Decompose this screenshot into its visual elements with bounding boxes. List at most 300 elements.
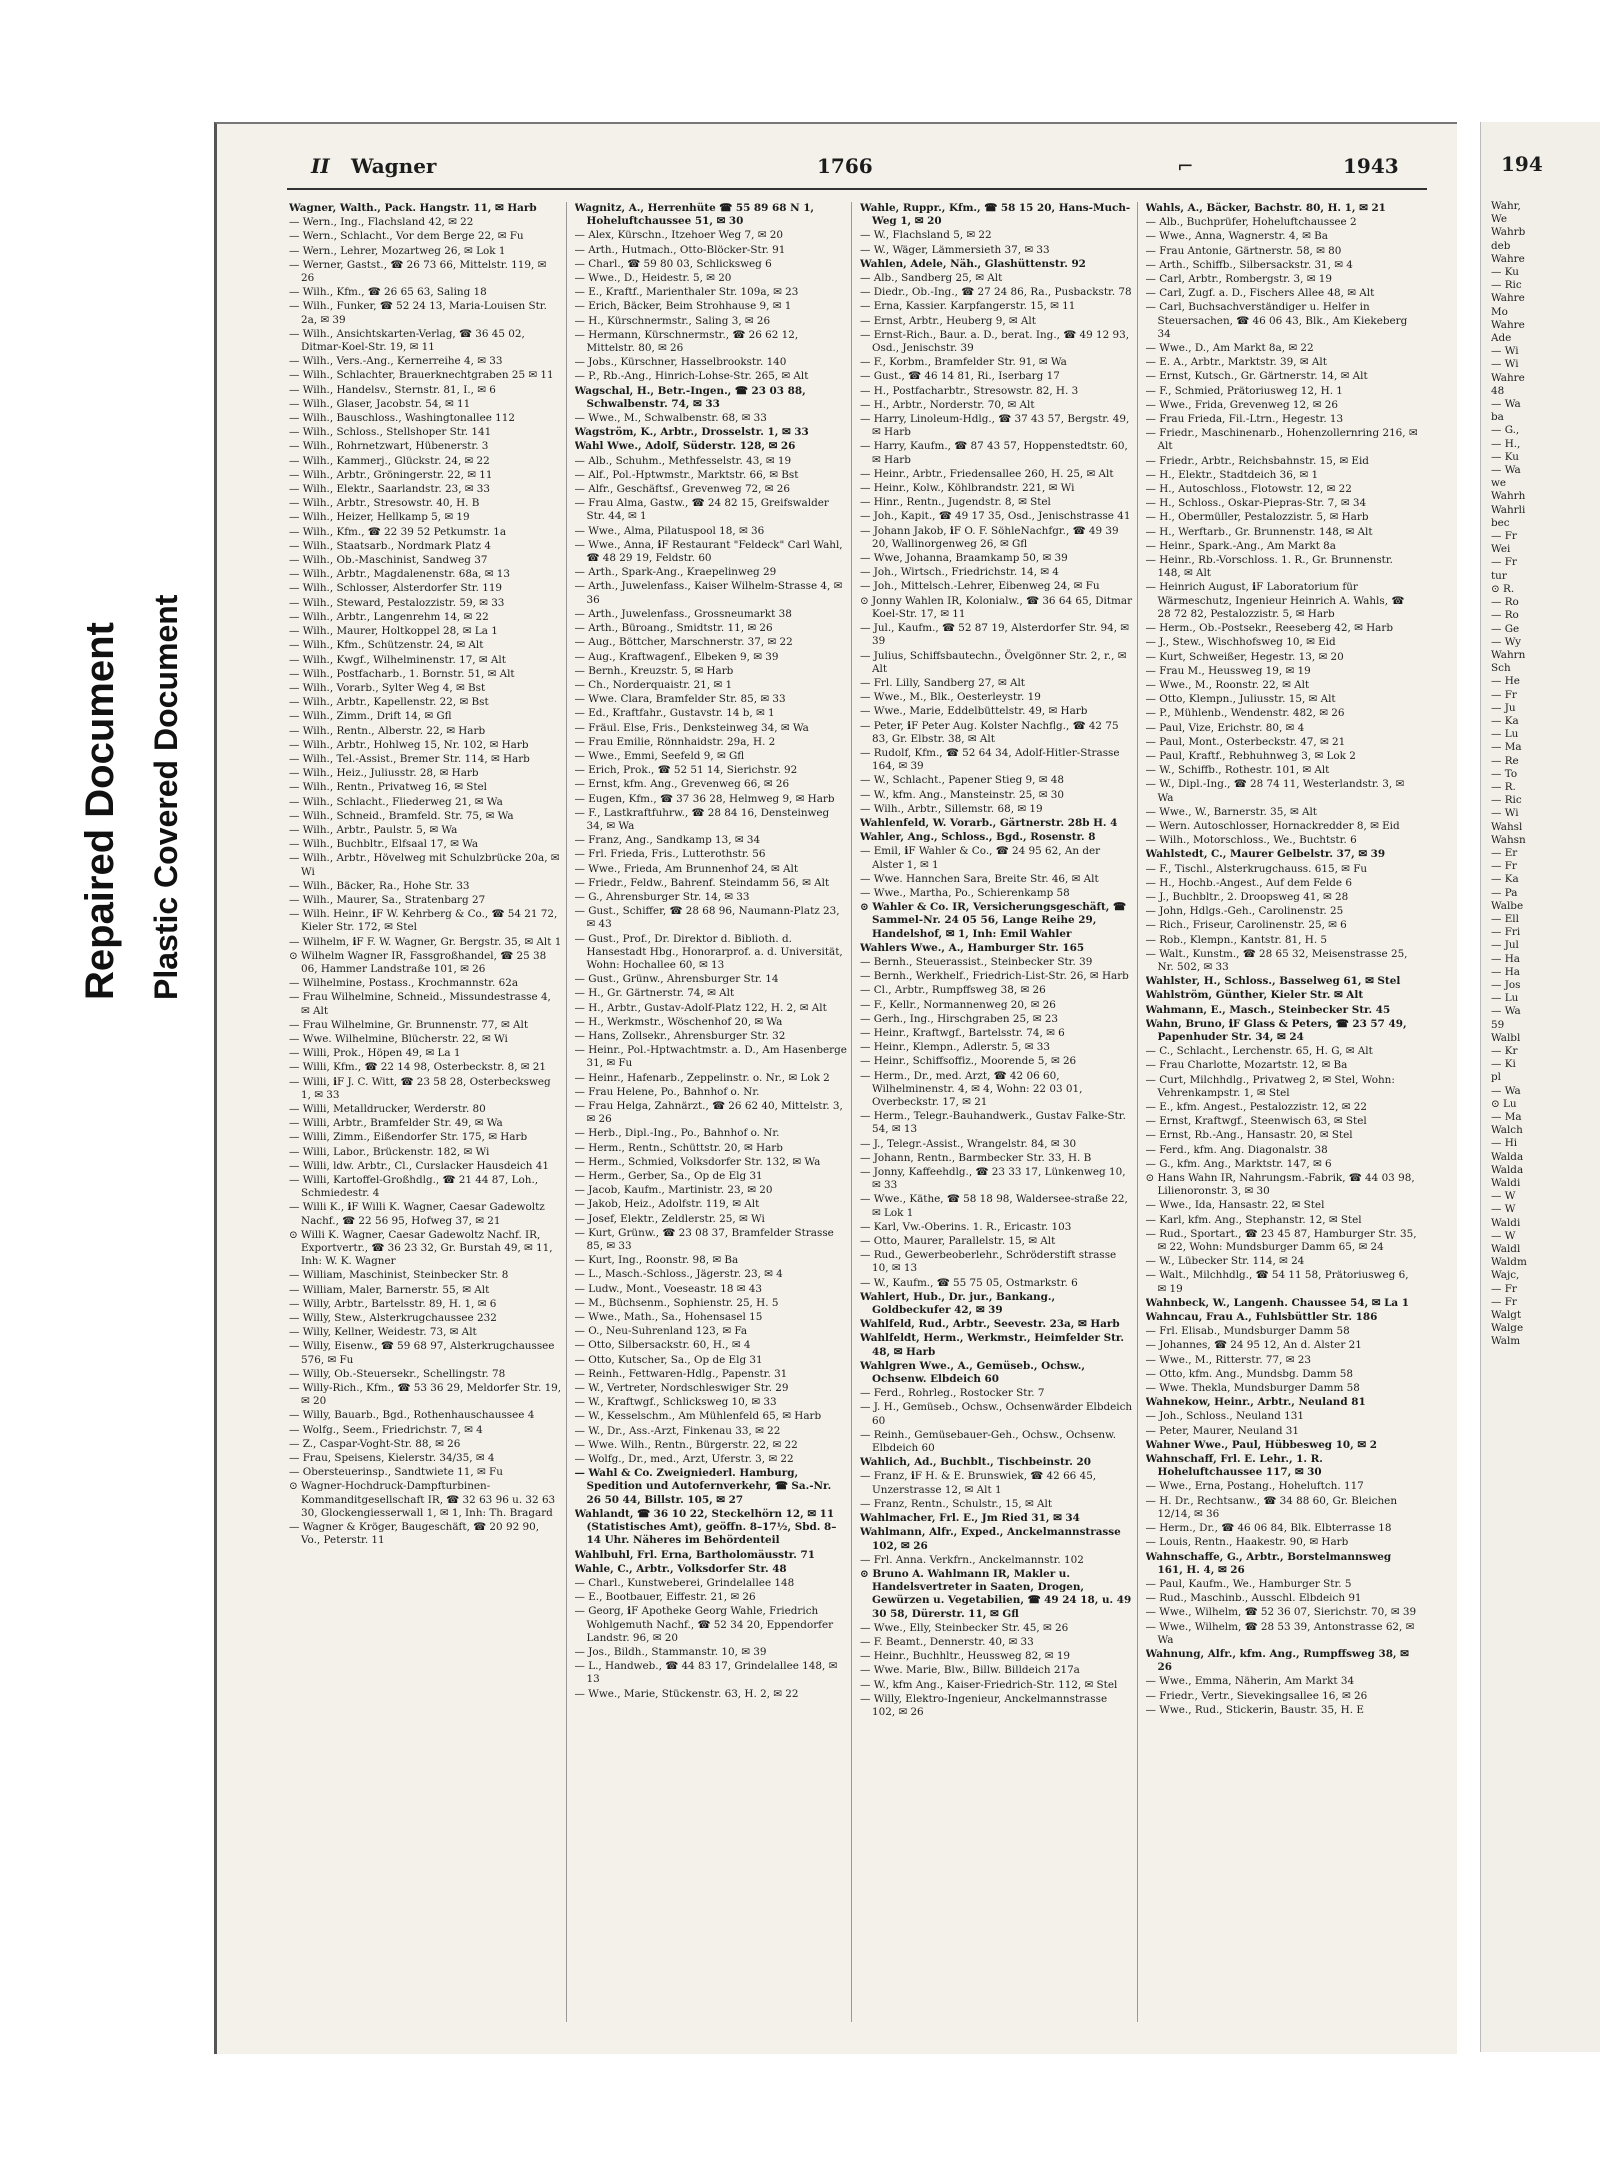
directory-entry: Wahlmann, Alfr., Exped., Anckelmannstrasse 102, ✉ 26 bbox=[860, 1526, 1121, 1552]
directory-entry: — Carl, Zugf. a. D., Fischers Allee 48, ✉ Alt bbox=[1145, 287, 1375, 300]
header-rule bbox=[287, 188, 1427, 190]
directory-entry: — Charl., Kunstweberei, Grindelallee 148 bbox=[574, 1576, 795, 1589]
directory-entry: — Wilh. Heinr., ℹF W. Kehrberg & Co., ☎ 54 21 72, Kieler Str. 172, ✉ Stel bbox=[289, 908, 558, 934]
adjacent-fragment: — Fr bbox=[1491, 1282, 1517, 1295]
directory-entry: — Wwe, Johanna, Braamkamp 50, ✉ 39 bbox=[860, 552, 1068, 565]
adjacent-fragment: — Jos bbox=[1491, 978, 1521, 991]
adjacent-fragment: Wahrb bbox=[1491, 226, 1526, 239]
directory-entry: — C., Schlacht., Lerchenstr. 65, H. G, ✉ Alt bbox=[1145, 1045, 1373, 1058]
adjacent-fragment: — Ma bbox=[1491, 741, 1522, 754]
directory-entry: — Bernh., Kreuzstr. 5, ✉ Harb bbox=[574, 664, 734, 677]
adjacent-fragment: — Wi bbox=[1491, 358, 1519, 371]
directory-entry: — Wilh., Maurer, Holtkoppel 28, ✉ La 1 bbox=[289, 625, 498, 638]
directory-entry: — J., Stew., Wischhofsweg 10, ✉ Eid bbox=[1145, 636, 1336, 649]
adjacent-fragment: bec bbox=[1491, 516, 1510, 529]
directory-entry: — Willi K., ℹF Willi K. Wagner, Caesar Gadewoltz Nachf., ☎ 22 56 95, Hofweg 37, ✉ 21 bbox=[289, 1201, 545, 1227]
adjacent-fragment: Walbe bbox=[1491, 899, 1524, 912]
adjacent-fragment: — Lu bbox=[1491, 728, 1519, 741]
directory-entry: — Reinh., Gemüsebauer-Geh., Ochsw., Ochsenw. Elbdeich 60 bbox=[860, 1428, 1117, 1455]
plastic-covered-label: Plastic Covered Document bbox=[148, 594, 184, 1000]
adjacent-fragment: — Hi bbox=[1491, 1137, 1518, 1150]
directory-entry: — Friedr., Feldw., Bahrenf. Steindamm 56, ✉ Alt bbox=[574, 876, 830, 889]
directory-entry: — Frl. Anna. Verkfrn., Anckelmannstr. 102 bbox=[860, 1553, 1084, 1566]
directory-entry: — Wern., Schlacht., Vor dem Berge 22, ✉ Fu bbox=[289, 230, 524, 243]
adjacent-fragment: — W bbox=[1491, 1190, 1516, 1203]
directory-entry: — Gust., Schiffer, ☎ 28 68 96, Naumann-Platz 23, ✉ 43 bbox=[574, 905, 840, 931]
adjacent-fragment: ⊙ Lu bbox=[1491, 1097, 1517, 1110]
directory-entry: — Heinr., Hafenarb., Zeppelinstr. o. Nr., ✉ Lok 2 bbox=[574, 1071, 830, 1084]
directory-entry: — Rud., Sportart., ☎ 23 45 87, Hamburger Str. 35, ✉ 22, Wohn: Mundsburger Damm 65, ✉ 24 bbox=[1145, 1227, 1417, 1254]
adjacent-fragment: — Ku bbox=[1491, 266, 1519, 279]
directory-entry: — Arth., Spark-Ang., Kraepelinweg 29 bbox=[574, 566, 777, 579]
adjacent-fragment: — H., bbox=[1491, 437, 1521, 450]
adjacent-fragment: Walgt bbox=[1491, 1309, 1522, 1322]
directory-entry: — Wilh., Heiz., Juliusstr. 28, ✉ Harb bbox=[289, 767, 479, 780]
directory-entry: — Wwe., Anna, Wagnerstr. 4, ✉ Ba bbox=[1145, 230, 1328, 243]
directory-entry: — Wwe. Hannchen Sara, Breite Str. 46, ✉ Alt bbox=[860, 872, 1099, 885]
adjacent-fragment: Wahsn bbox=[1491, 833, 1526, 846]
directory-entry: — Wilh., Vorarb., Sylter Weg 4, ✉ Bst bbox=[289, 681, 486, 694]
directory-entry: — Carl, Arbtr., Rombergstr. 3, ✉ 19 bbox=[1145, 273, 1333, 286]
page-header bbox=[217, 154, 1457, 190]
directory-entry: — W., Dr., Ass.-Arzt, Finkenau 33, ✉ 22 bbox=[574, 1424, 781, 1437]
adjacent-fragment: Sch bbox=[1491, 662, 1511, 675]
directory-entry: — Jonny, Kaffeehdlg., ☎ 23 33 17, Lünkenweg 10, ✉ 33 bbox=[860, 1166, 1126, 1192]
directory-entry: Wahlfeld, Rud., Arbtr., Seevestr. 23a, ✉ Harb bbox=[860, 1318, 1120, 1331]
adjacent-fragment: Walda bbox=[1491, 1150, 1524, 1163]
directory-entry: — Jos., Bildh., Stammanstr. 10, ✉ 39 bbox=[574, 1645, 767, 1658]
directory-entry: — Wwe., D., Am Markt 8a, ✉ 22 bbox=[1145, 342, 1314, 355]
directory-entry: — Herm., Rentn., Schüttstr. 20, ✉ Harb bbox=[574, 1141, 783, 1154]
directory-entry: Wagner, Walth., Pack. Hangstr. 11, ✉ Harb bbox=[289, 202, 537, 214]
directory-entry: — Johannes, ☎ 24 95 12, An d. Alster 21 bbox=[1145, 1339, 1362, 1352]
directory-entry: — Alf., Pol.-Hptwmstr., Marktstr. 66, ✉ Bst bbox=[574, 468, 799, 481]
adjacent-fragment: — Ma bbox=[1491, 1111, 1522, 1124]
column-4 bbox=[1146, 202, 1424, 2022]
directory-entry: — F., Schmied, Prätoriusweg 12, H. 1 bbox=[1145, 384, 1343, 397]
directory-entry: — H. Dr., Rechtsanw., ☎ 34 88 60, Gr. Bleichen 12/14, ✉ 36 bbox=[1145, 1494, 1398, 1520]
directory-entry: — Frau Wilhelmine, Schneid., Missundestrasse 4, ✉ Alt bbox=[289, 991, 551, 1017]
directory-entry: — Frau Emilie, Rönnhaidstr. 29a, H. 2 bbox=[574, 735, 776, 748]
directory-entry: — Willy, Arbtr., Bartelsstr. 89, H. 1, ✉ 6 bbox=[289, 1297, 497, 1310]
directory-entry: — Ferd., kfm. Ang. Diagonalstr. 38 bbox=[1145, 1143, 1328, 1156]
adjacent-fragment: — Ro bbox=[1491, 596, 1519, 609]
directory-entry: — Wilh., Schlosser, Alsterdorfer Str. 119 bbox=[289, 582, 503, 595]
directory-entry: Wahle, Ruppr., Kfm., ☎ 58 15 20, Hans-Much-Weg 1, ✉ 20 bbox=[860, 202, 1131, 228]
adjacent-fragment: Wahrh bbox=[1491, 490, 1526, 503]
directory-entry: — J., Telegr.-Assist., Wrangelstr. 84, ✉ 30 bbox=[860, 1137, 1077, 1150]
directory-entry: Wahnschaffe, G., Arbtr., Borstelmannsweg 161, H. 4, ✉ 26 bbox=[1145, 1550, 1392, 1576]
directory-entry: — Wilh., Kfm., ☎ 26 65 63, Saling 18 bbox=[289, 286, 487, 299]
directory-entry: — Franz, Rentn., Schulstr., 15, ✉ Alt bbox=[860, 1497, 1053, 1510]
adjacent-fragment: — To bbox=[1491, 767, 1518, 780]
directory-entry: — Ludw., Mont., Voeseastr. 18 ✉ 43 bbox=[574, 1282, 763, 1295]
directory-entry: — Wilh., Buchbltr., Elfsaal 17, ✉ Wa bbox=[289, 838, 479, 851]
directory-entry: — Rud., Gewerbeoberlehr., Schröderstift strasse 10, ✉ 13 bbox=[860, 1249, 1117, 1275]
directory-entry: — G., Ahrensburger Str. 14, ✉ 33 bbox=[574, 890, 750, 903]
adjacent-fragment: Walm bbox=[1491, 1335, 1521, 1348]
directory-entry: — Ernst-Rich., Baur. a. D., berat. Ing., ☎ 49 12 93, Osd., Jenischstr. 39 bbox=[860, 328, 1130, 355]
directory-entry: — John, Hdlgs.-Geh., Carolinenstr. 25 bbox=[1145, 905, 1344, 918]
directory-entry: — Wwe., W., Barnerstr. 35, ✉ Alt bbox=[1145, 805, 1317, 818]
directory-entry: — Otto, kfm. Ang., Mundsbg. Damm 58 bbox=[1145, 1367, 1353, 1380]
directory-entry: — Wilh., Tel.-Assist., Bremer Str. 114, ✉ Harb bbox=[289, 752, 530, 765]
directory-entry: — Harry, Kaufm., ☎ 87 43 57, Hoppenstedtstr. 60, ✉ Harb bbox=[860, 440, 1128, 466]
directory-entry: — Harry, Linoleum-Hdlg., ☎ 37 43 57, Bergstr. 49, ✉ Harb bbox=[860, 413, 1130, 439]
directory-entry: — Wwe. Marie, Blw., Billw. Billdeich 217a bbox=[860, 1664, 1080, 1677]
directory-entry: — Willy, Eisenw., ☎ 59 68 97, Alsterkrugchaussee 576, ✉ Fu bbox=[289, 1340, 555, 1366]
adjacent-fragment: — Ge bbox=[1491, 622, 1520, 635]
directory-entry: — Otto, Klempn., Juliusstr. 15, ✉ Alt bbox=[1145, 693, 1336, 706]
directory-entry: — W., Schiffb., Rothestr. 101, ✉ Alt bbox=[1145, 764, 1330, 777]
directory-entry: — Diedr., Ob.-Ing., ☎ 27 24 86, Ra., Pusbackstr. 78 bbox=[860, 286, 1132, 299]
directory-entry: — Wilh., Staatsarb., Nordmark Platz 4 bbox=[289, 539, 492, 552]
directory-entry: — Wwe., Elly, Steinbecker Str. 45, ✉ 26 bbox=[860, 1621, 1069, 1634]
directory-entry: — Frl. Lilly, Sandberg 27, ✉ Alt bbox=[860, 676, 1025, 689]
directory-entry: — Willy, Ob.-Steuersekr., Schellingstr. 78 bbox=[289, 1367, 506, 1380]
directory-entry: — Herm., Dr., ☎ 46 06 84, Blk. Elbterrasse 18 bbox=[1145, 1522, 1392, 1535]
directory-entry: — Herm., Gerber, Sa., Op de Elg 31 bbox=[574, 1170, 763, 1183]
directory-entry: — Frl. Elisab., Mundsburger Damm 58 bbox=[1145, 1325, 1350, 1338]
directory-entry: — W., Dipl.-Ing., ☎ 28 74 11, Westerlandstr. 3, ✉ Wa bbox=[1145, 778, 1405, 804]
directory-entry: — H., Werkmstr., Wöschenhof 20, ✉ Wa bbox=[574, 1015, 783, 1028]
directory-entry: Wahlmacher, Frl. E., Jm Ried 31, ✉ 34 bbox=[860, 1512, 1080, 1525]
directory-entry: — L., Handweb., ☎ 44 83 17, Grindelallee 148, ✉ 13 bbox=[574, 1660, 838, 1686]
directory-entry: — Wilhelm, ℹF F. W. Wagner, Gr. Bergstr. 35, ✉ Alt 1 bbox=[289, 935, 562, 948]
directory-entry: — Reinh., Fettwaren-Hdlg., Papenstr. 31 bbox=[574, 1367, 788, 1380]
directory-entry: Wahle, C., Arbtr., Volksdorfer Str. 48 bbox=[574, 1562, 787, 1575]
adjacent-fragment: — Kr bbox=[1491, 1045, 1518, 1057]
directory-page bbox=[214, 122, 1457, 2054]
adjacent-fragment: — Fri bbox=[1491, 926, 1521, 939]
directory-entry: — F., Korbm., Bramfelder Str. 91, ✉ Wa bbox=[860, 356, 1067, 369]
directory-entry: — Wilh., Arbtr., Paulstr. 5, ✉ Wa bbox=[289, 823, 458, 836]
directory-entry: — Curt, Milchhdlg., Privatweg 2, ✉ Stel, Wohn: Vehrenkampstr. 1, ✉ Stel bbox=[1145, 1073, 1395, 1099]
directory-entry: — Walt., Milchhdlg., ☎ 54 11 58, Prätoriusweg 6, ✉ 19 bbox=[1145, 1269, 1409, 1295]
directory-entry: — F., Tischl., Alsterkrugchauss. 615, ✉ Fu bbox=[1145, 862, 1368, 875]
adjacent-fragment: Wahrn bbox=[1491, 648, 1526, 661]
directory-entry: — Wilh., Arbtr., Gröningerstr. 22, ✉ 11 bbox=[289, 468, 493, 481]
directory-entry: Wahlström, Günther, Kieler Str. ✉ Alt bbox=[1145, 989, 1364, 1002]
directory-entry: — Obersteuerinsp., Sandtwiete 11, ✉ Fu bbox=[289, 1466, 503, 1479]
directory-entry: — Wwe., Marie, Stückenstr. 63, H. 2, ✉ 22 bbox=[574, 1687, 799, 1700]
adjacent-fragment: — Re bbox=[1491, 754, 1519, 767]
directory-entry: — Ernst, Kraftwgf., Steenwisch 63, ✉ Stel bbox=[1145, 1115, 1367, 1128]
directory-entry: — Rud., Maschinb., Ausschl. Elbdeich 91 bbox=[1145, 1592, 1362, 1605]
directory-entry: — Willy-Rich., Kfm., ☎ 53 36 29, Meldorfer Str. 19, ✉ 20 bbox=[289, 1382, 562, 1408]
directory-entry: — Friedr., Maschinenarb., Hohenzollernring 216, ✉ Alt bbox=[1145, 427, 1418, 453]
directory-entry: — Wilh., Handelsv., Sternstr. 81, I., ✉ 6 bbox=[289, 383, 496, 396]
adjacent-page bbox=[1480, 122, 1600, 2052]
directory-entry: — Willi, Kfm., ☎ 22 14 98, Osterbeckstr. 8, ✉ 21 bbox=[289, 1061, 547, 1074]
directory-entry: Wahlfeldt, Herm., Werkmstr., Heimfelder Str. 48, ✉ Harb bbox=[860, 1332, 1125, 1358]
directory-columns bbox=[289, 202, 1423, 2022]
directory-entry: — Wilh., Zimm., Drift 14, ✉ Gfl bbox=[289, 710, 452, 723]
directory-entry: — Carl, Buchsachverständiger u. Helfer in Steuersachen, ☎ 46 06 43, Blk., Am Kiekeberg 34 bbox=[1145, 301, 1408, 340]
adjacent-fragment: ba bbox=[1491, 411, 1504, 424]
header-mark: ⌐ bbox=[1177, 154, 1194, 178]
directory-entry: — H., Hochb.-Angest., Auf dem Felde 6 bbox=[1145, 876, 1352, 889]
adjacent-fragment: Waldi bbox=[1491, 1216, 1521, 1229]
directory-entry: ⊙ Willi K. Wagner, Caesar Gadewoltz Nachf. IR, Exportvertr., ☎ 36 23 32, Gr. Burstah 49, ✉ 11, Inh: W. K. Wagner bbox=[289, 1228, 553, 1268]
directory-entry: — Wilh., Arbtr., Langenrehm 14, ✉ 22 bbox=[289, 610, 489, 623]
adjacent-fragment: We bbox=[1491, 213, 1507, 226]
repaired-document-label: Repaired Document bbox=[78, 622, 122, 1000]
directory-entry: — Alb., Schuhm., Methfesselstr. 43, ✉ 19 bbox=[574, 454, 792, 467]
column-3 bbox=[860, 202, 1138, 2022]
directory-entry: — Herm., Dr., med. Arzt, ☎ 42 06 60, Wilhelminenstr. 4, ✉ 4, Wohn: 22 03 01, Overbeckstr. 17, ✉ 21 bbox=[860, 1069, 1083, 1108]
directory-entry: Wahlstedt, C., Maurer Gelbelstr. 37, ✉ 39 bbox=[1145, 848, 1386, 861]
adjacent-fragment: Wei bbox=[1491, 543, 1511, 556]
directory-entry: — Wwe., Erna, Postang., Hoheluftch. 117 bbox=[1145, 1480, 1364, 1493]
directory-entry: — F., Lastkraftfuhrw., ☎ 28 84 16, Densteinweg 34, ✉ Wa bbox=[574, 806, 830, 832]
directory-entry: ⊙ Bruno A. Wahlmann IR, Makler u. Handelsvertreter in Saaten, Drogen, Gewürzen u. Vegetabilien, ☎ 49 24 18, u. 49 30 58, Dürerstr. 11, ✉ Gfl bbox=[860, 1567, 1132, 1620]
directory-entry: — Heinr., Buchhltr., Heussweg 82, ✉ 19 bbox=[860, 1650, 1071, 1663]
adjacent-fragment: pl bbox=[1491, 1071, 1501, 1084]
directory-entry: — Wilh., Rentn., Privatweg 16, ✉ Stel bbox=[289, 781, 488, 794]
directory-entry: — Frau Wilhelmine, Gr. Brunnenstr. 77, ✉ Alt bbox=[289, 1018, 529, 1031]
directory-entry: — Frau Frieda, Fil.-Ltrn., Hegestr. 13 bbox=[1145, 413, 1344, 426]
adjacent-fragment: tur bbox=[1491, 569, 1507, 582]
directory-entry: — Heinrich August, ℹF Laboratorium für Wärmeschutz, Ingenieur Heinrich A. Wahls, ☎ 28 72 82, Pestalozzistr. 5, ✉ Harb bbox=[1145, 581, 1405, 620]
directory-entry: — Arth., Büroang., Smidtstr. 11, ✉ 26 bbox=[574, 622, 773, 635]
directory-entry: — Ernst, Arbtr., Heuberg 9, ✉ Alt bbox=[860, 314, 1036, 327]
directory-entry: — Wilh., Glaser, Jacobstr. 54, ✉ 11 bbox=[289, 397, 471, 410]
directory-entry: — Herb., Dipl.-Ing., Po., Bahnhof o. Nr. bbox=[574, 1127, 780, 1140]
directory-entry: — Friedr., Vertr., Sievekingsallee 16, ✉ 26 bbox=[1145, 1689, 1368, 1702]
directory-entry: — Heinr., Arbtr., Friedensallee 260, H. 25, ✉ Alt bbox=[860, 467, 1114, 480]
directory-entry: — Ernst, Rb.-Ang., Hansastr. 20, ✉ Stel bbox=[1145, 1129, 1353, 1142]
directory-entry: — Paul, Kraftf., Rebhuhnweg 3, ✉ Lok 2 bbox=[1145, 749, 1356, 762]
directory-entry: — Charl., ☎ 59 80 03, Schlicksweg 6 bbox=[574, 257, 772, 270]
directory-entry: — Ch., Norderquaistr. 21, ✉ 1 bbox=[574, 678, 733, 691]
directory-entry: — Otto, Silbersackstr. 60, H., ✉ 4 bbox=[574, 1339, 751, 1352]
directory-entry: — Julius, Schiffsbautechn., Övelgönner Str. 2, r., ✉ Alt bbox=[860, 649, 1127, 675]
section-name: Wagner bbox=[351, 154, 437, 178]
directory-entry: — Wilh., Bauschloss., Washingtonallee 112 bbox=[289, 412, 516, 425]
directory-entry: — Franz, Ang., Sandkamp 13, ✉ 34 bbox=[574, 834, 761, 847]
section-number: II bbox=[311, 154, 330, 178]
directory-entry: — Willi, Zimm., Eißendorfer Str. 175, ✉ Harb bbox=[289, 1131, 528, 1144]
year: 1943 bbox=[1343, 154, 1399, 178]
adjacent-fragment: Wahre bbox=[1491, 252, 1525, 265]
directory-entry: — Wwe., Rud., Stickerin, Baustr. 35, H. E bbox=[1145, 1703, 1364, 1716]
directory-entry: — Ernst, Kutsch., Gr. Gärtnerstr. 14, ✉ Alt bbox=[1145, 370, 1368, 383]
directory-entry: — Ferd., Rohrleg., Rostocker Str. 7 bbox=[860, 1387, 1045, 1400]
directory-entry: — Peter, Maurer, Neuland 31 bbox=[1145, 1424, 1300, 1437]
directory-entry: — Wilh., Postfacharb., 1. Bornstr. 51, ✉ Alt bbox=[289, 667, 515, 680]
directory-entry: — Willi, Labor., Brückenstr. 182, ✉ Wi bbox=[289, 1145, 490, 1158]
directory-entry: — Wolfg., Seem., Friedrichstr. 7, ✉ 4 bbox=[289, 1423, 483, 1436]
directory-entry: — Bernh., Werkhelf., Friedrich-List-Str. 26, ✉ Harb bbox=[860, 970, 1129, 983]
adjacent-fragment: — Pa bbox=[1491, 886, 1518, 899]
directory-entry: — Wilh., Arbtr., Magdalenenstr. 68a, ✉ 13 bbox=[289, 568, 510, 581]
directory-entry: — Wilh., Arbtr., Stresowstr. 40, H. B bbox=[289, 497, 480, 510]
directory-entry: — Gerh., Ing., Hirschgraben 25, ✉ 23 bbox=[860, 1012, 1058, 1025]
adjacent-fragment: — Wi bbox=[1491, 807, 1519, 820]
adjacent-fragment: we bbox=[1491, 477, 1507, 490]
directory-entry: — Ernst, kfm. Ang., Grevenweg 66, ✉ 26 bbox=[574, 778, 790, 791]
adjacent-fragment: Ade bbox=[1491, 332, 1512, 345]
directory-entry: — Willi, Kartoffel-Großhdlg., ☎ 21 44 87, Loh., Schmiedestr. 4 bbox=[289, 1174, 539, 1200]
directory-entry: Wahner Wwe., Paul, Hübbesweg 10, ✉ 2 bbox=[1145, 1438, 1377, 1451]
directory-entry: — Otto, Kutscher, Sa., Op de Elg 31 bbox=[574, 1353, 763, 1366]
directory-entry: — Willi, Metalldrucker, Werderstr. 80 bbox=[289, 1103, 486, 1115]
directory-entry: — Wilh., Schlacht., Fliederweg 21, ✉ Wa bbox=[289, 795, 503, 808]
adjacent-fragment: — Ka bbox=[1491, 873, 1519, 886]
adjacent-fragment: — Ki bbox=[1491, 1058, 1516, 1071]
adjacent-fragment: Walbl bbox=[1491, 1031, 1521, 1044]
directory-entry: — Bernh., Steuerassist., Steinbecker Str. 39 bbox=[860, 955, 1093, 968]
directory-entry: — Gust., Grünw., Ahrensburger Str. 14 bbox=[574, 973, 779, 986]
directory-entry: — Wern., Lehrer, Mozartweg 26, ✉ Lok 1 bbox=[289, 244, 506, 257]
directory-entry: — Wilh., Steward, Pestalozzistr. 59, ✉ 33 bbox=[289, 596, 505, 609]
directory-entry: — W., Flachsland 5, ✉ 22 bbox=[860, 229, 992, 242]
directory-entry: — Heinr., Spark.-Ang., Am Markt 8a bbox=[1145, 539, 1336, 552]
directory-entry: Wahlers Wwe., A., Hamburger Str. 165 bbox=[860, 941, 1085, 954]
directory-entry: ⊙ Wagner-Hochdruck-Dampfturbinen-Kommanditgesellschaft IR, ☎ 32 63 96 u. 32 63 30, Glockengiesserwall 1, ✉ 1, Inh: Th. Bragard bbox=[289, 1480, 556, 1519]
directory-entry: — Wilh., Heizer, Hellkamp 5, ✉ 19 bbox=[289, 511, 470, 524]
directory-entry: Wahmann, E., Masch., Steinbecker Str. 45 bbox=[1145, 1003, 1391, 1016]
directory-entry: — Alb., Sandberg 25, ✉ Alt bbox=[860, 272, 1003, 285]
directory-entry: — William, Maler, Barnerstr. 55, ✉ Alt bbox=[289, 1283, 490, 1296]
directory-entry: — Eugen, Kfm., ☎ 37 36 28, Helmweg 9, ✉ Harb bbox=[574, 792, 835, 805]
directory-entry: — Willy, Stew., Alsterkrugchaussee 232 bbox=[289, 1312, 497, 1325]
directory-entry: — W., kfm Ang., Kaiser-Friedrich-Str. 112, ✉ Stel bbox=[860, 1678, 1118, 1691]
adjacent-fragment: ⊙ R. bbox=[1491, 582, 1515, 595]
directory-entry: — Alb., Buchprüfer, Hoheluftchaussee 2 bbox=[1145, 216, 1357, 229]
adjacent-fragment: — Wa bbox=[1491, 398, 1521, 411]
directory-entry: — L., Masch.-Schloss., Jägerstr. 23, ✉ 4 bbox=[574, 1268, 783, 1281]
directory-entry: — H., Kürschnermstr., Saling 3, ✉ 26 bbox=[574, 314, 771, 327]
adjacent-fragment: — Wa bbox=[1491, 1005, 1521, 1018]
directory-entry: Wahlenfeld, W. Vorarb., Gärtnerstr. 28b H. 4 bbox=[860, 816, 1118, 829]
directory-entry: — Georg, ℹF Apotheke Georg Wahle, Friedrich Wohlgemuth Nachf., ☎ 52 34 20, Eppendorfer Landstr. 96, ✉ 20 bbox=[574, 1605, 834, 1644]
directory-entry: Wagström, K., Arbtr., Drosselstr. 1, ✉ 33 bbox=[574, 426, 809, 439]
directory-entry: — H., Postfacharbtr., Stresowstr. 82, H. 3 bbox=[860, 384, 1079, 397]
adjacent-fragment: — Ha bbox=[1491, 965, 1520, 978]
directory-entry: — Paul, Vize, Erichstr. 80, ✉ 4 bbox=[1145, 721, 1305, 734]
adjacent-fragment: Wahre bbox=[1491, 292, 1525, 305]
directory-entry: — Frau Helene, Po., Bahnhof o. Nr. bbox=[574, 1085, 760, 1098]
directory-entry: — Karl, kfm. Ang., Stephanstr. 12, ✉ Stel bbox=[1145, 1213, 1362, 1226]
adjacent-fragment: Wahsl bbox=[1491, 820, 1523, 833]
directory-entry: — Rudolf, Kfm., ☎ 52 64 34, Adolf-Hitler-Strasse 164, ✉ 39 bbox=[860, 746, 1120, 773]
adjacent-fragment: — Er bbox=[1491, 846, 1518, 859]
directory-entry: — Wwe. Wilh., Rentn., Bürgerstr. 22, ✉ 22 bbox=[574, 1438, 798, 1451]
directory-entry: ⊙ Wilhelm Wagner IR, Fassgroßhandel, ☎ 25 38 06, Hammer Landstraße 101, ✉ 26 bbox=[289, 949, 547, 975]
directory-entry: — Alex, Kürschn., Itzehoer Weg 7, ✉ 20 bbox=[574, 229, 783, 242]
directory-entry: — W., kfm. Ang., Mansteinstr. 25, ✉ 30 bbox=[860, 788, 1065, 801]
directory-entry: — Wwe. Thekla, Mundsburger Damm 58 bbox=[1145, 1382, 1360, 1395]
directory-entry: — Emil, ℹF Wahler & Co., ☎ 24 95 62, An der Alster 1, ✉ 1 bbox=[860, 845, 1101, 871]
directory-entry: — Wilh., Kammerj., Glückstr. 24, ✉ 22 bbox=[289, 454, 490, 467]
directory-entry: — F. Beamt., Dennerstr. 40, ✉ 33 bbox=[860, 1635, 1034, 1648]
directory-entry: — Wwe., Frieda, Am Brunnenhof 24, ✉ Alt bbox=[574, 862, 799, 875]
directory-entry: — Wilh., Bäcker, Ra., Hohe Str. 33 bbox=[289, 879, 470, 892]
directory-entry: — Louis, Rentn., Haakestr. 90, ✉ Harb bbox=[1145, 1536, 1349, 1549]
directory-entry: Wahlgren Wwe., A., Gemüseb., Ochsw., Ochsenw. Elbdeich 60 bbox=[860, 1359, 1086, 1386]
directory-entry: — Paul, Kaufm., We., Hamburger Str. 5 bbox=[1145, 1577, 1352, 1590]
directory-entry: Wahler, Ang., Schloss., Bgd., Rosenstr. 8 bbox=[860, 831, 1096, 844]
directory-entry: — Wilh., Elektr., Saarlandstr. 23, ✉ 33 bbox=[289, 483, 491, 496]
directory-entry: — Willi, Prok., Höpen 49, ✉ La 1 bbox=[289, 1047, 461, 1060]
adjacent-fragment: — Ku bbox=[1491, 450, 1519, 463]
directory-entry: — Wolfg., Dr., med., Arzt, Uferstr. 3, ✉ 22 bbox=[574, 1453, 794, 1466]
directory-entry: — Frl. Frieda, Fris., Lutterothstr. 56 bbox=[574, 848, 766, 861]
directory-entry: — Frau Antonie, Gärtnerstr. 58, ✉ 80 bbox=[1145, 244, 1342, 257]
directory-entry: Wahlster, H., Schloss., Basselweg 61, ✉ Stel bbox=[1145, 975, 1401, 988]
directory-entry: — Willi, Arbtr., Bramfelder Str. 49, ✉ Wa bbox=[289, 1117, 503, 1130]
adjacent-fragment: — Ric bbox=[1491, 794, 1522, 807]
directory-entry: — Wwe., M., Ritterstr. 77, ✉ 23 bbox=[1145, 1353, 1311, 1366]
directory-entry: — H., Gr. Gärtnerstr. 74, ✉ Alt bbox=[574, 987, 735, 1000]
directory-entry: ⊙ Hans Wahn IR, Nahrungsm.-Fabrik, ☎ 44 03 98, Lilienoronstr. 3, ✉ 30 bbox=[1145, 1172, 1415, 1198]
directory-entry: Wahncau, Frau A., Fuhlsbüttler Str. 186 bbox=[1145, 1311, 1378, 1324]
directory-entry: — Heinr., Schiffsoffiz., Moorende 5, ✉ 26 bbox=[860, 1055, 1077, 1068]
directory-entry: — Wilh., Schloss., Stellshoper Str. 141 bbox=[289, 426, 492, 439]
directory-entry: — Wilh., Ansichtskarten-Verlag, ☎ 36 45 02, Ditmar-Koel-Str. 19, ✉ 11 bbox=[289, 327, 525, 354]
directory-entry: — W., Schlacht., Papener Stieg 9, ✉ 48 bbox=[860, 774, 1065, 787]
directory-entry: — Wwe., M., Roonstr. 22, ✉ Alt bbox=[1145, 678, 1310, 691]
adjacent-fragment: — Fr bbox=[1491, 688, 1517, 701]
adjacent-fragment: — Wi bbox=[1491, 345, 1519, 358]
directory-entry: — Joh., Mittelsch.-Lehrer, Eibenweg 24, ✉ Fu bbox=[860, 580, 1100, 593]
directory-entry: — Arth., Juwelenfass., Kaiser Wilhelm-Strasse 4, ✉ 36 bbox=[574, 580, 843, 606]
directory-entry: — Willi, ℹF J. C. Witt, ☎ 23 58 28, Osterbecksweg 1, ✉ 33 bbox=[289, 1075, 551, 1101]
directory-entry: — O., Neu-Suhrenland 123, ✉ Fa bbox=[574, 1325, 748, 1338]
directory-entry: — P., Rb.-Ang., Hinrich-Lohse-Str. 265, ✉ Alt bbox=[574, 370, 809, 383]
adjacent-fragment: — Fr bbox=[1491, 530, 1517, 543]
directory-entry: — W., Vertreter, Nordschleswiger Str. 29 bbox=[574, 1382, 789, 1395]
adjacent-fragment: Walge bbox=[1491, 1322, 1524, 1335]
adjacent-fragment: Mo bbox=[1491, 305, 1508, 318]
directory-entry: — E., Kraftf., Marienthaler Str. 109a, ✉ 23 bbox=[574, 286, 799, 299]
directory-entry: — Wilh., Funker, ☎ 52 24 13, Maria-Louisen Str. 2a, ✉ 39 bbox=[289, 300, 547, 326]
directory-entry: — Wahl & Co. Zweigniederl. Hamburg, Spedition und Autofernverkehr, ☎ Sa.-Nr. 26 50 44, Billstr. 105, ✉ 27 bbox=[574, 1467, 832, 1506]
directory-entry: — Wilh., Kfm., ☎ 22 39 52 Petkumstr. 1a bbox=[289, 525, 507, 538]
adjacent-fragment: Wahre bbox=[1491, 371, 1525, 384]
adjacent-fragments bbox=[1491, 200, 1600, 1349]
directory-entry: — H., Elektr., Stadtdeich 36, ✉ 1 bbox=[1145, 468, 1319, 481]
directory-entry: — Wilh., Arbtr., Sillemstr. 68, ✉ 19 bbox=[860, 802, 1043, 815]
directory-entry: — Karl, Vw.-Oberins. 1. R., Ericastr. 103 bbox=[860, 1220, 1072, 1233]
directory-entry: — Wwe., Käthe, ☎ 58 18 98, Waldersee-straße 22, ✉ Lok 1 bbox=[860, 1193, 1128, 1219]
directory-entry: — Cl., Arbtr., Rumpffsweg 38, ✉ 26 bbox=[860, 984, 1046, 997]
directory-entry: — Joh., Kapit., ☎ 49 17 35, Osd., Jenischstrasse 41 bbox=[860, 510, 1131, 523]
adjacent-fragment: — Wa bbox=[1491, 464, 1521, 477]
directory-entry: — Herm., Schmied, Volksdorfer Str. 132, ✉ Wa bbox=[574, 1155, 821, 1168]
directory-entry: — E., Bootbauer, Eiffestr. 21, ✉ 26 bbox=[574, 1591, 756, 1604]
adjacent-fragment: Wajc, bbox=[1491, 1269, 1520, 1282]
directory-entry: — W., Wäger, Lämmersieth 37, ✉ 33 bbox=[860, 243, 1050, 256]
directory-entry: — Wwe., Emma, Näherin, Am Markt 34 bbox=[1145, 1675, 1355, 1688]
adjacent-fragment: — Wy bbox=[1491, 635, 1522, 648]
directory-entry: — W., Kaufm., ☎ 55 75 05, Ostmarkstr. 6 bbox=[860, 1276, 1078, 1289]
directory-entry: — Herm., Ob.-Postsekr., Reeseberg 42, ✉ Harb bbox=[1145, 622, 1393, 635]
directory-entry: — J., Buchbltr., 2. Droopsweg 41, ✉ 28 bbox=[1145, 890, 1349, 903]
directory-entry: — Willy, Kellner, Weidestr. 73, ✉ Alt bbox=[289, 1326, 477, 1339]
directory-entry: Wahnschaff, Frl. E. Lehr., 1. R. Hoheluftchaussee 117, ✉ 30 bbox=[1145, 1453, 1323, 1479]
directory-entry: — Heinr., Pol.-Hptwachtmstr. a. D., Am Hasenberge 31, ✉ Fu bbox=[574, 1044, 847, 1070]
adjacent-fragment: — Ro bbox=[1491, 609, 1519, 622]
directory-entry: Wahls, A., Bäcker, Bachstr. 80, H. 1, ✉ 21 bbox=[1145, 202, 1386, 214]
directory-entry: — Wwe., M., Schwalbenstr. 68, ✉ 33 bbox=[574, 412, 767, 425]
directory-entry: Wahnung, Alfr., kfm. Ang., Rumpffsweg 38, ✉ 26 bbox=[1145, 1647, 1409, 1674]
directory-entry: — Rich., Friseur, Carolinenstr. 25, ✉ 6 bbox=[1145, 919, 1347, 932]
directory-entry: — Wwe., D., Heidestr. 5, ✉ 20 bbox=[574, 272, 732, 285]
directory-entry: — Kurt, Ing., Roonstr. 98, ✉ Ba bbox=[574, 1254, 739, 1267]
